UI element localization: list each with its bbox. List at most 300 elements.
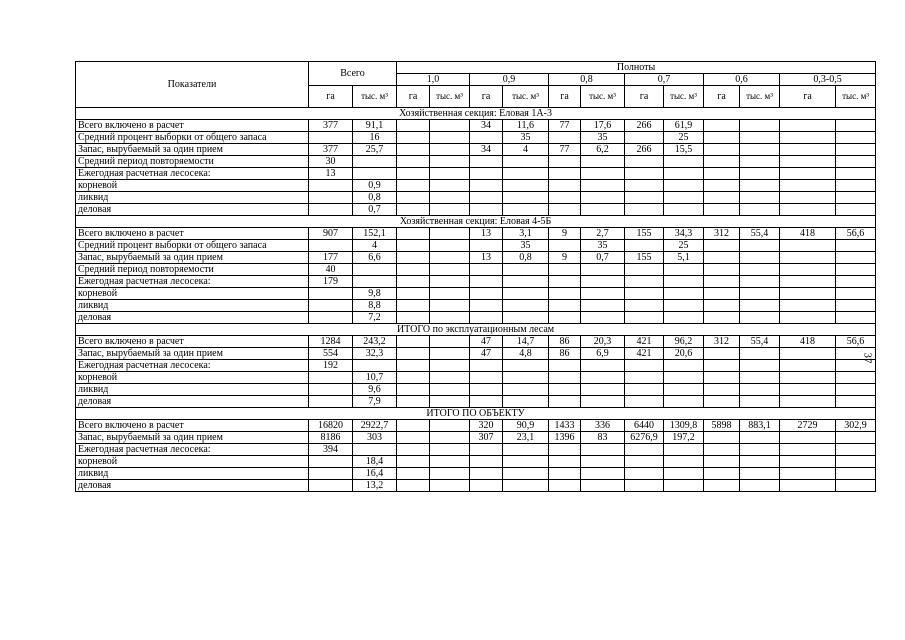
- header-total: Всего: [309, 62, 397, 86]
- table-cell: [780, 264, 836, 276]
- row-label: Всего включено в расчет: [76, 120, 309, 132]
- table-cell: [836, 192, 876, 204]
- table-cell: [397, 180, 430, 192]
- table-cell: 907: [309, 228, 353, 240]
- table-cell: [625, 384, 664, 396]
- table-cell: 5,1: [664, 252, 704, 264]
- header-unit-volume: тыс. м³: [664, 86, 704, 108]
- table-cell: [704, 432, 740, 444]
- header-density-group: 0,3-0,5: [780, 74, 876, 86]
- table-cell: [397, 204, 430, 216]
- table-cell: [780, 168, 836, 180]
- table-cell: [581, 300, 625, 312]
- header-density-group: 0,9: [470, 74, 549, 86]
- table-cell: [704, 312, 740, 324]
- table-cell: [503, 180, 549, 192]
- table-row: [76, 384, 876, 396]
- table-cell: [581, 456, 625, 468]
- table-cell: [430, 120, 470, 132]
- table-cell: [470, 360, 503, 372]
- table-cell: 13: [309, 168, 353, 180]
- table-cell: 56,6: [836, 228, 876, 240]
- table-row: [76, 252, 876, 264]
- table-cell: [664, 468, 704, 480]
- table-row: [76, 204, 876, 216]
- table-cell: [740, 132, 780, 144]
- row-label: ликвид: [76, 192, 309, 204]
- table-cell: [470, 192, 503, 204]
- table-cell: [353, 444, 397, 456]
- table-cell: [780, 192, 836, 204]
- table-cell: [309, 384, 353, 396]
- table-cell: [625, 240, 664, 252]
- table-cell: [836, 300, 876, 312]
- table-cell: 9: [549, 228, 581, 240]
- table-cell: [664, 480, 704, 492]
- table-cell: [664, 396, 704, 408]
- table-cell: [740, 156, 780, 168]
- table-row: [76, 228, 876, 240]
- table-cell: [740, 360, 780, 372]
- table-cell: 40: [309, 264, 353, 276]
- table-cell: [625, 288, 664, 300]
- table-row: [76, 120, 876, 132]
- table-cell: [836, 432, 876, 444]
- header-density-group: 0,6: [704, 74, 780, 86]
- table-cell: [470, 168, 503, 180]
- table-cell: [740, 372, 780, 384]
- table-cell: [625, 480, 664, 492]
- table-cell: [430, 360, 470, 372]
- table-cell: 55,4: [740, 228, 780, 240]
- table-row: [76, 444, 876, 456]
- table-cell: [780, 300, 836, 312]
- table-cell: [470, 468, 503, 480]
- table-cell: [704, 372, 740, 384]
- table-cell: 421: [625, 336, 664, 348]
- table-row: [76, 468, 876, 480]
- table-cell: 377: [309, 144, 353, 156]
- row-label: корневой: [76, 288, 309, 300]
- table-cell: [740, 480, 780, 492]
- table-cell: [549, 456, 581, 468]
- table-cell: [503, 456, 549, 468]
- table-cell: [430, 456, 470, 468]
- forest-cutting-table: [75, 61, 876, 492]
- table-cell: 302,9: [836, 420, 876, 432]
- table-cell: [581, 312, 625, 324]
- table-cell: [780, 348, 836, 360]
- section-header-row: [76, 408, 876, 420]
- table-header: [76, 62, 876, 108]
- row-label: Всего включено в расчет: [76, 420, 309, 432]
- table-row: [76, 456, 876, 468]
- table-cell: [780, 144, 836, 156]
- table-cell: [780, 444, 836, 456]
- table-cell: [397, 456, 430, 468]
- table-cell: 394: [309, 444, 353, 456]
- table-cell: [430, 276, 470, 288]
- table-cell: 16820: [309, 420, 353, 432]
- table-cell: [309, 480, 353, 492]
- row-label: корневой: [76, 372, 309, 384]
- row-label: ликвид: [76, 468, 309, 480]
- table-cell: [836, 444, 876, 456]
- table-cell: [836, 288, 876, 300]
- table-cell: [503, 480, 549, 492]
- table-cell: 83: [581, 432, 625, 444]
- table-cell: [549, 240, 581, 252]
- row-label: Всего включено в расчет: [76, 228, 309, 240]
- table-cell: [664, 204, 704, 216]
- table-row: [76, 156, 876, 168]
- table-cell: [704, 456, 740, 468]
- table-cell: [549, 480, 581, 492]
- table-cell: [430, 300, 470, 312]
- table-row: [76, 288, 876, 300]
- table-cell: [309, 468, 353, 480]
- table-row: [76, 192, 876, 204]
- table-cell: [664, 372, 704, 384]
- row-label: Всего включено в расчет: [76, 336, 309, 348]
- table-cell: [549, 132, 581, 144]
- table-cell: [470, 372, 503, 384]
- table-cell: 177: [309, 252, 353, 264]
- table-cell: 9,6: [353, 384, 397, 396]
- table-cell: [430, 144, 470, 156]
- table-cell: 7,9: [353, 396, 397, 408]
- table-cell: 47: [470, 348, 503, 360]
- table-cell: 155: [625, 228, 664, 240]
- table-cell: [780, 132, 836, 144]
- table-cell: [836, 168, 876, 180]
- section-title: ИТОГО ПО ОБЪЕКТУ: [76, 408, 876, 420]
- table-cell: 4: [503, 144, 549, 156]
- table-cell: [836, 204, 876, 216]
- table-cell: 86: [549, 336, 581, 348]
- table-cell: [309, 372, 353, 384]
- row-label: Средний период повторяемости: [76, 264, 309, 276]
- table-cell: 13: [470, 252, 503, 264]
- header-unit-volume: тыс. м³: [740, 86, 780, 108]
- table-cell: 192: [309, 360, 353, 372]
- table-cell: [664, 276, 704, 288]
- table-cell: 312: [704, 228, 740, 240]
- table-cell: [704, 240, 740, 252]
- table-cell: 197,2: [664, 432, 704, 444]
- row-label: Средний период повторяемости: [76, 156, 309, 168]
- table-cell: [704, 192, 740, 204]
- table-cell: 10,7: [353, 372, 397, 384]
- table-cell: [503, 168, 549, 180]
- table-cell: [704, 468, 740, 480]
- row-label: Запас, вырубаемый за один прием: [76, 252, 309, 264]
- table-row: [76, 432, 876, 444]
- table-cell: [581, 360, 625, 372]
- table-cell: [836, 120, 876, 132]
- table-cell: [625, 444, 664, 456]
- table-cell: [740, 288, 780, 300]
- forest-table-container: [75, 61, 869, 492]
- table-cell: [470, 312, 503, 324]
- table-cell: 77: [549, 144, 581, 156]
- table-cell: [549, 396, 581, 408]
- table-cell: [397, 360, 430, 372]
- table-row: [76, 312, 876, 324]
- table-row: [76, 396, 876, 408]
- table-cell: 32,3: [353, 348, 397, 360]
- table-cell: [780, 384, 836, 396]
- table-cell: 266: [625, 144, 664, 156]
- table-cell: 13,2: [353, 480, 397, 492]
- table-cell: [430, 156, 470, 168]
- table-cell: [549, 180, 581, 192]
- table-cell: [625, 180, 664, 192]
- table-cell: [549, 276, 581, 288]
- table-cell: [625, 468, 664, 480]
- row-label: ликвид: [76, 384, 309, 396]
- table-cell: [780, 468, 836, 480]
- table-cell: [740, 168, 780, 180]
- table-cell: [397, 444, 430, 456]
- table-cell: 307: [470, 432, 503, 444]
- table-cell: 17,6: [581, 120, 625, 132]
- table-cell: [740, 384, 780, 396]
- table-cell: [503, 156, 549, 168]
- table-cell: 0,8: [503, 252, 549, 264]
- table-cell: 1396: [549, 432, 581, 444]
- table-cell: [704, 348, 740, 360]
- header-unit-volume: тыс. м³: [353, 86, 397, 108]
- table-cell: [740, 204, 780, 216]
- table-cell: [503, 312, 549, 324]
- table-cell: 14,7: [503, 336, 549, 348]
- header-density-group: 1,0: [397, 74, 470, 86]
- table-cell: 1284: [309, 336, 353, 348]
- table-cell: [780, 240, 836, 252]
- table-cell: [836, 180, 876, 192]
- table-cell: [704, 180, 740, 192]
- table-cell: [397, 228, 430, 240]
- table-cell: 418: [780, 228, 836, 240]
- row-label: деловая: [76, 480, 309, 492]
- header-unit-ha: га: [780, 86, 836, 108]
- table-cell: [470, 300, 503, 312]
- table-cell: [704, 264, 740, 276]
- table-cell: [397, 252, 430, 264]
- table-cell: [470, 456, 503, 468]
- table-cell: [664, 456, 704, 468]
- header-density-group: 0,8: [549, 74, 625, 86]
- section-header-row: [76, 324, 876, 336]
- table-cell: [704, 144, 740, 156]
- table-cell: [836, 456, 876, 468]
- table-cell: [549, 300, 581, 312]
- table-cell: [740, 120, 780, 132]
- table-cell: [704, 132, 740, 144]
- section-header-row: [76, 108, 876, 120]
- table-cell: [581, 264, 625, 276]
- table-cell: [397, 480, 430, 492]
- table-cell: [430, 312, 470, 324]
- table-cell: [549, 468, 581, 480]
- table-cell: [430, 480, 470, 492]
- page-number: 37: [861, 352, 874, 364]
- table-cell: [625, 192, 664, 204]
- table-cell: [470, 156, 503, 168]
- table-cell: [581, 204, 625, 216]
- table-cell: 5898: [704, 420, 740, 432]
- table-cell: [397, 144, 430, 156]
- table-cell: 6440: [625, 420, 664, 432]
- table-cell: [625, 372, 664, 384]
- table-row: [76, 180, 876, 192]
- table-cell: [836, 468, 876, 480]
- table-cell: [581, 372, 625, 384]
- header-densities: Полноты: [397, 62, 876, 74]
- row-label: Запас, вырубаемый за один прием: [76, 144, 309, 156]
- table-cell: [704, 480, 740, 492]
- table-cell: [397, 264, 430, 276]
- header-unit-ha: га: [470, 86, 503, 108]
- table-cell: [780, 180, 836, 192]
- table-cell: 25: [664, 132, 704, 144]
- table-cell: [704, 444, 740, 456]
- table-cell: [664, 288, 704, 300]
- table-cell: [430, 288, 470, 300]
- row-label: Ежегодная расчетная лесосека:: [76, 444, 309, 456]
- table-cell: [549, 444, 581, 456]
- table-cell: 155: [625, 252, 664, 264]
- table-row: [76, 360, 876, 372]
- table-cell: 77: [549, 120, 581, 132]
- table-cell: [549, 312, 581, 324]
- table-cell: [740, 180, 780, 192]
- table-cell: [353, 264, 397, 276]
- table-cell: [704, 252, 740, 264]
- table-cell: 55,4: [740, 336, 780, 348]
- table-cell: [503, 444, 549, 456]
- table-cell: [664, 192, 704, 204]
- table-cell: [836, 252, 876, 264]
- table-cell: [780, 120, 836, 132]
- table-cell: [704, 276, 740, 288]
- table-cell: [397, 276, 430, 288]
- table-cell: 34,3: [664, 228, 704, 240]
- table-cell: [581, 288, 625, 300]
- table-cell: [309, 240, 353, 252]
- table-cell: [309, 288, 353, 300]
- table-cell: [581, 156, 625, 168]
- table-cell: [740, 312, 780, 324]
- table-cell: 1433: [549, 420, 581, 432]
- table-cell: [704, 288, 740, 300]
- table-cell: 6,6: [353, 252, 397, 264]
- table-cell: [581, 192, 625, 204]
- table-cell: [740, 300, 780, 312]
- row-label: деловая: [76, 204, 309, 216]
- header-unit-volume: тыс. м³: [430, 86, 470, 108]
- table-cell: [581, 180, 625, 192]
- table-cell: [503, 360, 549, 372]
- table-cell: [780, 432, 836, 444]
- table-cell: [836, 264, 876, 276]
- table-cell: [780, 204, 836, 216]
- table-cell: [503, 468, 549, 480]
- table-cell: 554: [309, 348, 353, 360]
- table-cell: 421: [625, 348, 664, 360]
- table-cell: 13: [470, 228, 503, 240]
- table-cell: 11,6: [503, 120, 549, 132]
- table-cell: [503, 384, 549, 396]
- table-cell: [470, 444, 503, 456]
- table-cell: 2922,7: [353, 420, 397, 432]
- table-cell: [625, 456, 664, 468]
- table-cell: [549, 156, 581, 168]
- table-cell: [397, 300, 430, 312]
- table-cell: [430, 192, 470, 204]
- table-cell: [740, 456, 780, 468]
- table-cell: [430, 252, 470, 264]
- table-cell: [309, 456, 353, 468]
- table-cell: 6,2: [581, 144, 625, 156]
- table-cell: [430, 444, 470, 456]
- table-cell: [704, 168, 740, 180]
- table-cell: [664, 264, 704, 276]
- table-cell: [780, 312, 836, 324]
- table-cell: 303: [353, 432, 397, 444]
- table-cell: [740, 264, 780, 276]
- table-cell: [470, 204, 503, 216]
- table-cell: [503, 288, 549, 300]
- table-row: [76, 336, 876, 348]
- table-cell: [470, 384, 503, 396]
- table-cell: [836, 240, 876, 252]
- table-cell: [397, 156, 430, 168]
- table-cell: [397, 336, 430, 348]
- table-cell: [780, 156, 836, 168]
- table-cell: [664, 168, 704, 180]
- table-cell: 35: [503, 240, 549, 252]
- row-label: Запас, вырубаемый за один прием: [76, 348, 309, 360]
- table-cell: [740, 144, 780, 156]
- table-cell: [664, 360, 704, 372]
- table-cell: [664, 156, 704, 168]
- table-cell: [470, 396, 503, 408]
- table-cell: [503, 204, 549, 216]
- table-cell: 20,6: [664, 348, 704, 360]
- table-cell: [430, 468, 470, 480]
- table-row: [76, 240, 876, 252]
- table-cell: [549, 264, 581, 276]
- table-cell: 418: [780, 336, 836, 348]
- header-density-group: 0,7: [625, 74, 704, 86]
- table-cell: [780, 276, 836, 288]
- table-cell: 336: [581, 420, 625, 432]
- table-cell: 91,1: [353, 120, 397, 132]
- table-cell: [397, 240, 430, 252]
- table-cell: [836, 276, 876, 288]
- table-cell: [430, 180, 470, 192]
- table-cell: [430, 132, 470, 144]
- table-cell: [470, 264, 503, 276]
- table-cell: [470, 180, 503, 192]
- table-cell: [704, 204, 740, 216]
- table-row: [76, 348, 876, 360]
- table-cell: [780, 288, 836, 300]
- table-cell: [836, 132, 876, 144]
- table-cell: 15,5: [664, 144, 704, 156]
